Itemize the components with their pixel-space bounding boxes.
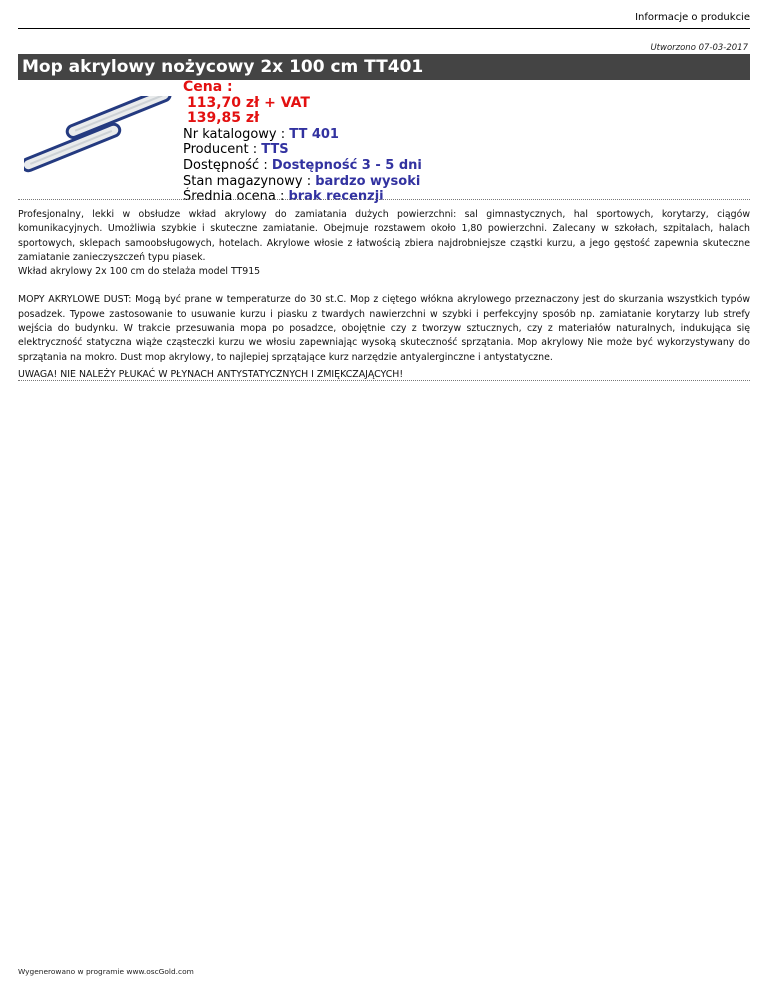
price-gross: 139,85 zł	[187, 110, 260, 127]
price-label: Cena :	[183, 79, 233, 95]
warning-note: UWAGA! NIE NALEŻY PŁUKAĆ W PŁYNACH ANTYSTATYCZNYCH I ZMIĘKCZAJĄCYCH!	[18, 369, 404, 380]
availability-row	[183, 158, 422, 174]
footer-generated: Wygenerowano w programie www.oscGold.com	[18, 967, 194, 976]
stock-value: bardzo wysoki	[315, 173, 421, 189]
product-info	[183, 80, 422, 205]
mop-image-icon	[24, 96, 176, 182]
price-net: 113,70 zł + VAT	[187, 94, 310, 111]
availability-value: Dostępność 3 - 5 dni	[271, 157, 422, 173]
description-model-note: Wkład akrylowy 2x 100 cm do stelaża model TT915	[18, 266, 261, 278]
created-date: Utworzono 07-03-2017	[650, 43, 748, 53]
product-title: Mop akrylowy nożycowy 2x 100 cm TT401	[18, 54, 750, 80]
description-paragraph: MOPY AKRYLOWE DUST: Mogą być prane w temperaturze do 30 st.C. Mop z ciętego włókna akrylowego przeznaczony jest do skurzania wszystkich typów posadzek. Typowe zastosowanie to usuwanie kurzu i piasku z twardych nawierzchni w szybki i perfekcyjny sposób np. zamiatanie korytarzy lub strefy wejścia do budynku. W trakcie przesuwania mopa po posadzce, obojętnie czy z tworzyw sztucznych, czy z materiałów naturalnych, indukująca się elektryczność statyczna wiąże cząsteczki kurzu we włosiu zapewniając wysoką skuteczność sprzątania. Mop akrylowy Nie może być wykorzystywany do sprzątania na mokro. Dust mop akrylowy, to najlepiej sprzątające kurz narzędzie antyalerginczne i antystatyczne.	[18, 294, 750, 363]
catalog-number-row	[183, 127, 422, 143]
rating-value: brak recenzji	[288, 189, 384, 205]
catalog-number-value: TT 401	[289, 126, 339, 142]
rating-row	[183, 189, 422, 205]
divider	[18, 199, 750, 200]
divider	[18, 380, 750, 381]
producer-row	[183, 142, 422, 158]
catalog-number-label: Nr katalogowy :	[183, 126, 290, 142]
producer-label: Producent :	[183, 142, 262, 158]
product-description	[18, 208, 750, 365]
section-header: Informacje o produkcie	[18, 11, 750, 29]
producer-value: TTS	[261, 142, 289, 158]
description-paragraph: Profesjonalny, lekki w obsłudze wkład akrylowy do zamiatania dużych powierzchni: sal gimnastycznych, hal sportowych, korytarzy, ciągów komunikacyjnych. Umożliwia szybkie i skuteczne zamiatanie. Obejmuje rozstawem około 1,80 powierzchni. Zalecany w szkołach, szpitalach, halach sportowych, sklepach samoobsługowych, hotelach. Akrylowe włosie z łatwością zbiera najdrobniejsze cząstki kurzu, a jego gęstość zapewnia skuteczne zamiatanie zanieczyszczeń typu piasek.	[18, 209, 750, 263]
availability-label: Dostępność :	[183, 157, 272, 173]
rating-label: Średnia ocena :	[183, 189, 289, 205]
mop-pads-image	[24, 96, 176, 182]
stock-label: Stan magazynowy :	[183, 173, 316, 189]
stock-row	[183, 174, 422, 190]
